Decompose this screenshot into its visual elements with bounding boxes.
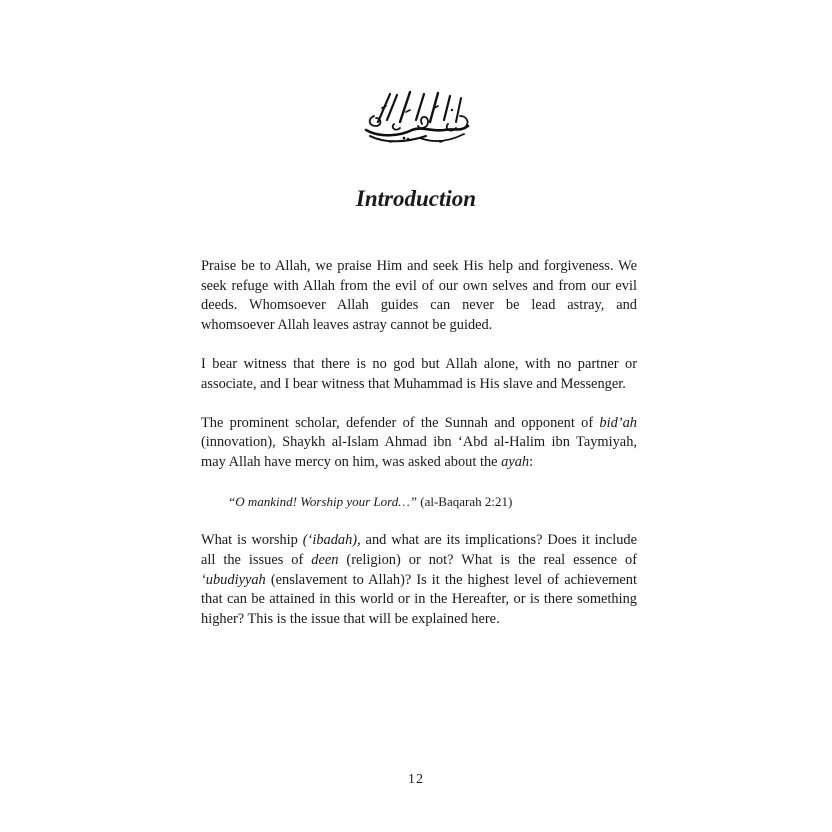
term-bidah: bid’ah [599,414,637,431]
paragraph-praise: Praise be to Allah, we praise Him and seek His help and forgiveness. We seek refuge with Allah from the evil of our own selves and from our evil deeds. Whomsoever Allah guides can never be lead astray, and whomsoever Allah leaves astray cannot be guided. [201,258,637,333]
body-text [201,257,637,649]
quote-text: “O mankind! Worship your Lord…” [228,494,418,510]
paragraph-text: What is worship [201,532,303,549]
paragraph-question [201,414,637,473]
page-number: 12 [408,772,424,787]
paragraph-text: : [529,453,534,470]
page-title: Introduction [355,186,477,211]
paragraph-text: and what are its implications? Does it include all the issues of [201,532,637,568]
term-ayah: ayah [501,453,530,470]
paragraph-text: (religion) or not? What is the real essence of [338,551,637,568]
term-ibadah: (‘ibadah), [302,532,361,549]
quran-quote [201,492,637,512]
paragraph-text: (enslavement to Allah)? Is it the highest level of achievement that can be attained in this world or in the Hereafter, or is there something higher? This is the issue that will be explained here. [201,571,637,627]
quote-citation: (al-Baqarah 2:21) [417,494,513,510]
term-deen: deen [311,551,339,568]
paragraph-worship [201,531,637,629]
paragraph-text: (innovation), Shaykh al-Islam Ahmad ibn ‘Abd al-Halim ibn Taymiyah, may Allah have mercy on him, was asked about the [201,434,637,470]
paragraph-text: The prominent scholar, defender of the Sunnah and opponent of [201,414,600,431]
bismillah-calligraphy [360,86,472,146]
paragraph-testimony: I bear witness that there is no god but Allah alone, with no partner or associate, and I bear witness that Muhammad is His slave and Messenger. [201,355,637,392]
calligraphy-icon [360,86,472,146]
term-ubudiyyah: ‘ubudiyyah [201,571,266,588]
